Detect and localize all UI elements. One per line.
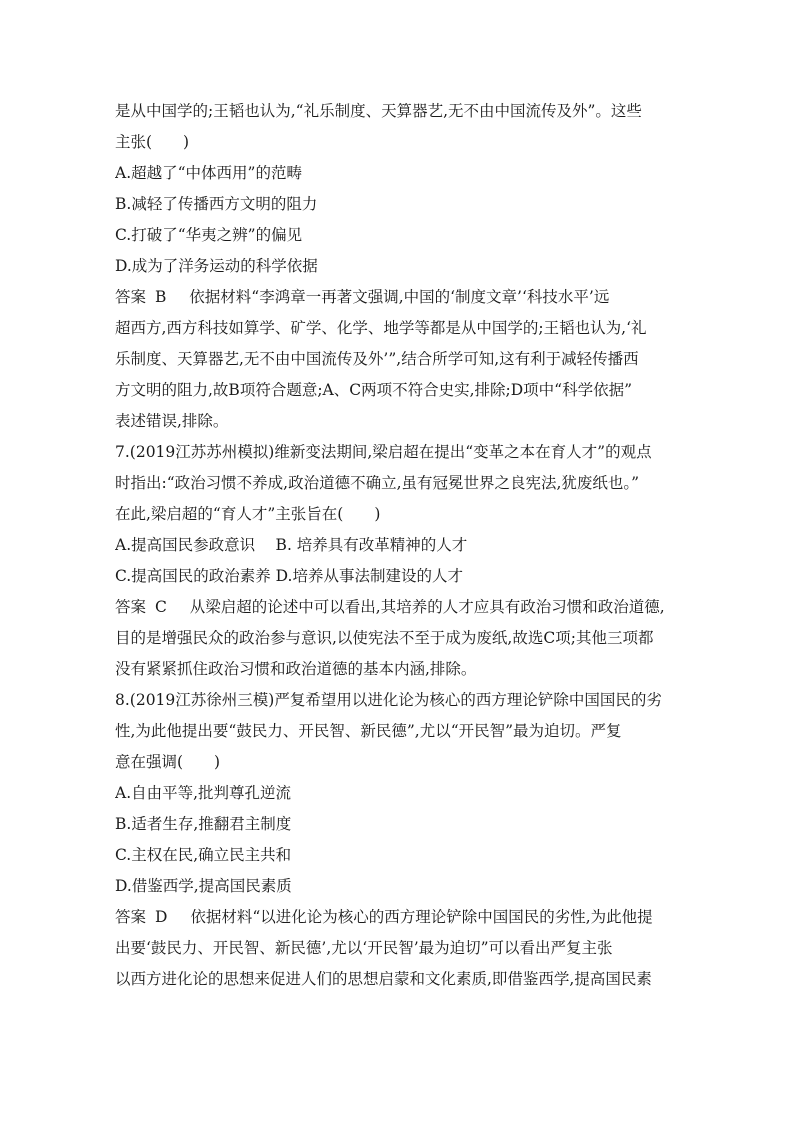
q7-options-ab: A.提高国民参政意识 B. 培养具有改革精神的人才 [115,536,468,554]
q7-answer-line [115,592,685,623]
answer-letter: C [154,598,167,616]
q8-option-b: B.适者生存,推翻君主制度 [115,815,292,833]
q8-stem-line: 8.(2019江苏徐州三模)严复希望用以进化论为核心的西方理论铲除中国国民的劣 [115,691,662,709]
q6-option-c: C.打破了“华夷之辨”的偏见 [115,226,303,244]
answer-label: 答案 [115,908,147,926]
q8-stem-line: 性,为此他提出要“鼓民力、开民智、新民德”,尤以“开民智”最为迫切。严复 [115,722,622,740]
answer-label: 答案 [115,288,147,306]
q8-option-d: D.借鉴西学,提高国民素质 [115,877,292,895]
answer-explanation: 依据材料“以进化论为核心的西方理论铲除中国国民的劣性,为此他提 [190,908,653,926]
q7-explanation-line: 没有紧紧抓住政治习惯和政治道德的基本内涵,排除。 [115,660,477,678]
text-body [115,96,685,995]
q6-explanation-line: 乐制度、天算器艺,无不由中国流传及外’”,结合所学可知,这有利于减轻传播西 [115,350,639,368]
q7-options-cd: C.提高国民的政治素养 D.培养从事法制建设的人才 [115,567,463,585]
q6-answer-line [115,282,685,313]
answer-explanation: 从梁启超的论述中可以看出,其培养的人才应具有政治习惯和政治道德, [189,598,665,616]
q6-stem-line: 主张( ) [115,133,190,151]
q6-explanation-line: 表述错误,排除。 [115,412,229,430]
answer-label: 答案 [115,598,147,616]
q7-stem-line: 在此,梁启超的“育人才”主张旨在( ) [115,505,381,523]
q6-option-d: D.成为了洋务运动的科学依据 [115,257,318,275]
answer-explanation: 依据材料“李鸿章一再著文强调,中国的‘制度文章’‘科技水平’远 [189,288,610,306]
q8-option-c: C.主权在民,确立民主共和 [115,846,292,864]
q7-stem-line: 7.(2019江苏苏州模拟)维新变法期间,梁启超在提出“变革之本在育人才”的观点 [115,443,652,461]
q8-answer-line [115,902,685,933]
q6-explanation-line: 方文明的阻力,故B项符合题意;A、C两项不符合史实,排除;D项中“科学依据” [115,381,633,399]
q8-explanation-line: 以西方进化论的思想来促进人们的思想启蒙和文化素质,即借鉴西学,提高国民素 [115,970,652,988]
q6-stem-line: 是从中国学的;王韬也认为,“礼乐制度、天算器艺,无不由中国流传及外”。这些 [115,102,642,120]
q7-stem-line: 时指出:“政治习惯不养成,政治道德不确立,虽有冠冕世界之良宪法,犹废纸也。” [115,474,640,492]
q8-stem-line: 意在强调( ) [115,753,221,771]
q8-option-a: A.自由平等,批判尊孔逆流 [115,784,292,802]
answer-letter: D [154,908,168,926]
q6-explanation-line: 超西方,西方科技如算学、矿学、化学、地学等都是从中国学的;王韬也认为,‘礼 [115,319,647,337]
q6-option-b: B.减轻了传播西方文明的阻力 [115,195,318,213]
q8-explanation-line: 出要‘鼓民力、开民智、新民德’,尤以‘开民智’最为迫切”可以看出严复主张 [115,939,613,957]
answer-letter: B [154,288,167,306]
q7-explanation-line: 目的是增强民众的政治参与意识,以使宪法不至于成为废纸,故选C项;其他三项都 [115,629,654,647]
q6-option-a: A.超越了“中体西用”的范畴 [115,164,302,182]
